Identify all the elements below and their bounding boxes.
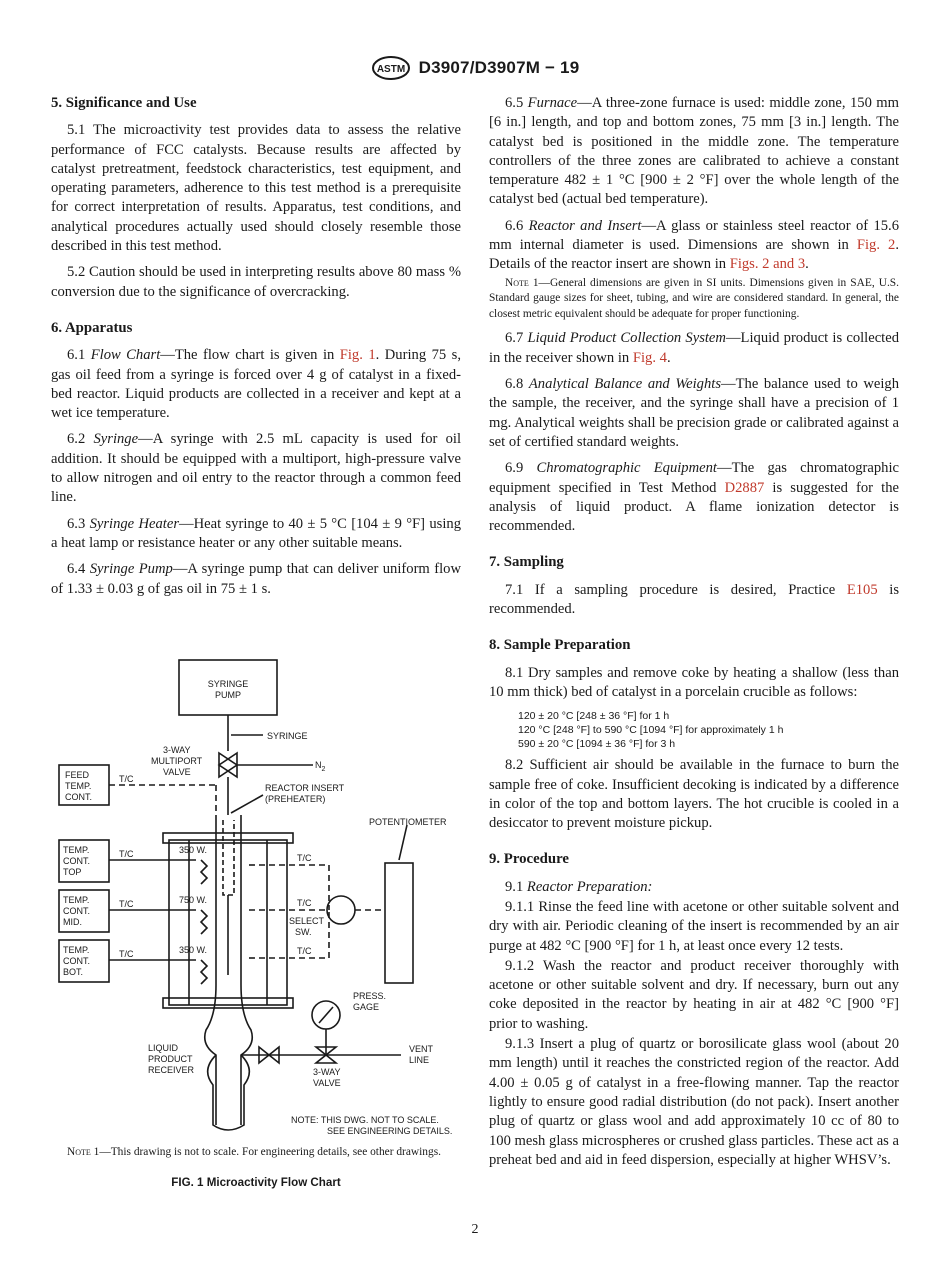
fig-2-link[interactable]: Fig. 2 [856, 237, 896, 254]
heating-step-2: 120 °C [248 °F] to 590 °C [1094 °F] for approximately 1 h [518, 724, 784, 737]
liquid-product-receiver [208, 1055, 250, 1130]
label-syringe-pump-2: PUMP [214, 690, 242, 700]
label-bot-1: TEMP. [63, 945, 90, 955]
heating-step-3: 590 ± 20 °C [1094 ± 36 °F] for 3 h [518, 738, 676, 751]
multiport-valve-icon [219, 753, 237, 777]
paragraph-6-7: 6.7 Liquid Product Collection System—Liquid product is collected in the receiver shown in Fig. 4. [489, 330, 900, 366]
label-mid-2: CONT. [63, 906, 90, 916]
label-tc-feed: T/C [119, 774, 134, 784]
e105-link[interactable]: E105 [846, 581, 878, 598]
section-7-heading: 7. Sampling [489, 554, 564, 571]
label-note-1: NOTE: THIS DWG. NOT TO SCALE. [291, 1115, 439, 1125]
astm-logo-icon [371, 56, 411, 80]
potentiometer-box [385, 863, 413, 983]
label-press-2: GAGE [353, 1002, 380, 1012]
paragraph-5-2: 5.2 Caution should be used in interpreting results above 80 mass % conversion due to the significance of overcracking. [51, 264, 461, 300]
label-feed-3: CONT. [65, 792, 92, 802]
paragraph-6-1: 6.1 Flow Chart—The flow chart is given in Fig. 1. During 75 s, gas oil feed from a syringe is forced over 4 g of catalyst in a fixed-bed reactor. Liquid products are collected in a receiver and kept at a wet ice temperature. [51, 347, 461, 422]
label-tc-right-bot: T/C [297, 946, 312, 956]
label-mid-1: TEMP. [63, 895, 90, 905]
label-valve-2: MULTIPORT [151, 756, 203, 766]
paragraph-6-6: 6.6 Reactor and Insert—A glass or stainless steel reactor of 15.6 mm internal diameter is used. Dimensions are shown in Fig. 2. Details of the reactor insert are shown in Figs. 2 and 3. [489, 217, 900, 273]
paragraph-9-1-2: 9.1.2 Wash the reactor and product receiver thoroughly with acetone or other suitable solvent and dry. If necessary, burn out any coke deposited in the reactor by heating in air at 482 °C [900 °F] prior to washing. [489, 957, 899, 1032]
select-switch-icon [327, 896, 355, 924]
heating-step-1: 120 ± 20 °C [248 ± 36 °F] for 1 h [518, 710, 670, 723]
paragraph-6-2: 6.2 Syringe—A syringe with 2.5 mL capacity is used for oil addition. It should be equipped with a multiport, high-pressure valve to allow nitrogen and oil entry to the reactor through a common feed line. [51, 431, 461, 506]
label-top-2: CONT. [63, 856, 90, 866]
paragraph-6-4: 6.4 Syringe Pump—A syringe pump that can deliver uniform flow of 1.33 ± 0.03 g of gas oil in 75 ± 1 s. [51, 561, 461, 597]
svg-text:ASTM: ASTM [376, 64, 405, 75]
label-valve3b-2: VALVE [313, 1078, 341, 1088]
label-mid-3: MID. [63, 917, 82, 927]
paragraph-8-2: 8.2 Sufficient air should be available in the furnace to burn the sample free of coke. Insufficient decoking is indicated by a difference in color of the top and bottom layers. The hot crucible is cooled in a desiccator to prevent moisture pickup. [489, 757, 899, 832]
label-top-1: TEMP. [63, 845, 90, 855]
paragraph-8-1: 8.1 Dry samples and remove coke by heating a shallow (less than 10 mm thick) bed of catalyst in a porcelain crucible as follows: [489, 664, 899, 700]
label-select-1: SELECT [289, 916, 325, 926]
heating-schedule [518, 709, 899, 751]
label-top-3: TOP [63, 867, 82, 877]
label-potentiometer: POTENTIOMETER [369, 817, 447, 827]
section-6-heading: 6. Apparatus [51, 319, 133, 336]
label-valve-3: VALVE [163, 767, 191, 777]
label-tc-bot: T/C [119, 949, 134, 959]
label-tc-top: T/C [119, 849, 134, 859]
page-header [0, 56, 950, 80]
label-valve3b-1: 3-WAY [313, 1067, 341, 1077]
label-press-1: PRESS. [353, 991, 387, 1001]
paragraph-5-1: 5.1 The microactivity test provides data to assess the relative performance of FCC catalysts. Because results are affected by catalyst pretreatment, feedstock characteristics, test equipment, and operating parameters, adherence to this test method is a prerequisite for correct interpretation of results. Apparatus, test conditions, and analytical procedures actually used should closely resemble those described in this test method. [51, 122, 461, 255]
page-number: 2 [471, 1222, 479, 1237]
d2887-link[interactable]: D2887 [724, 479, 765, 496]
figs-2-3-link[interactable]: Figs. 2 and 3 [729, 256, 806, 273]
paragraph-9-1-1: 9.1.1 Rinse the feed line with acetone or other suitable solvent and dry with air. Periodic cleaning of the insert is recommended by an air purge at 482 °C [900 °F] for 1 h, at least once every 12 tests. [489, 898, 899, 954]
label-syringe: SYRINGE [267, 731, 308, 741]
label-tc-right-top: T/C [297, 853, 312, 863]
paragraph-6-8: 6.8 Analytical Balance and Weights—The balance used to weigh the sample, the receiver, and the syringe shall have a precision of 1 mg. Analytical weights shall be precision grade or calibrated against a set of certified standard weights. [489, 376, 900, 450]
microactivity-flow-diagram [51, 655, 463, 1143]
section-9-heading: 9. Procedure [489, 851, 569, 868]
right-column [489, 94, 899, 1171]
paragraph-6-3: 6.3 Syringe Heater—Heat syringe to 40 ± 5 °C [104 ± 9 °F] using a heat lamp or resistance heater or any other suitable means. [51, 515, 461, 551]
section-5-heading: 5. Significance and Use [51, 95, 197, 111]
fig-1-link[interactable]: Fig. 1 [339, 347, 376, 364]
figure-caption: FIG. 1 Microactivity Flow Chart [171, 1176, 341, 1189]
label-liquid-2: PRODUCT [148, 1054, 193, 1064]
label-syringe-pump-1: SYRINGE [207, 679, 249, 689]
label-insert-2: (PREHEATER) [265, 794, 326, 804]
left-column [51, 94, 461, 606]
label-tc-mid: T/C [119, 899, 134, 909]
label-liquid-3: RECEIVER [148, 1065, 195, 1075]
fig-4-link[interactable]: Fig. 4 [632, 349, 667, 366]
paragraph-9-1: 9.1 Reactor Preparation: [505, 878, 653, 895]
label-n2: $N_2$ [315, 760, 326, 773]
label-feed-2: TEMP. [65, 781, 92, 791]
label-tc-right-mid: T/C [297, 898, 312, 908]
label-bot-3: BOT. [63, 967, 84, 977]
label-note-2: SEE ENGINEERING DETAILS. [327, 1126, 453, 1136]
label-350w-bot: 350 W. [179, 945, 208, 955]
label-insert-1: REACTOR INSERT [265, 783, 345, 793]
label-bot-2: CONT. [63, 956, 90, 966]
paragraph-6-5: 6.5 Furnace—A three-zone furnace is used: middle zone, 150 mm [6 in.] length, and top and bottom zones, 75 mm [3 in.] length. The catalyst bed is positioned in the middle zone. The temperature controllers of the three zones are calibrated to achieve a constant temperature 482 ± 1 °C [900 ± 2 °F] over the whole length of the catalyst bed (actual bed temperature). [489, 95, 899, 208]
label-liquid-1: LIQUID [148, 1043, 179, 1053]
label-valve-1: 3-WAY [163, 745, 191, 755]
label-vent-2: LINE [409, 1055, 430, 1065]
paragraph-9-1-3: 9.1.3 Insert a plug of quartz or borosilicate glass wool (about 20 mm length) until it reaches the constricted region of the reactor. Add 4.00 ± 0.05 g of catalyst in a free-flowing manner. Tap the reactor lightly to ensure good radial distribution (do not pack). Insert another plug of quartz or glass wool and add approximately 10 cc of 80 to 100 mesh glass microspheres or crushed glass particles. These act as a preheat bed and aid in feed dispersion, especially at higher WHSV’s. [489, 1036, 899, 1168]
flow-chart-figure [51, 655, 463, 1143]
figure-note: Note 1—This drawing is not to scale. For engineering details, see other drawings. [67, 1146, 441, 1158]
label-vent-1: VENT [409, 1044, 434, 1054]
diagram-labels [63, 679, 452, 1136]
paragraph-6-9: 6.9 Chromatographic Equipment—The gas chromatographic equipment specified in Test Method D2887 is suggested for the analysis of liquid product. A flame ionization detector is recommended. [489, 460, 899, 535]
note-1: Note 1—General dimensions are given in SI units. Dimensions given in SAE, U.S. Standard gauge sizes for sheet, tubing, and wire are considered standard. In general, the closest metric equivalent should be adequate for proper functioning. [489, 276, 899, 320]
label-select-2: SW. [295, 927, 312, 937]
label-feed-1: FEED [65, 770, 90, 780]
section-8-heading: 8. Sample Preparation [489, 637, 631, 654]
paragraph-7-1: 7.1 If a sampling procedure is desired, Practice E105 is recommended. [489, 581, 900, 618]
label-750w: 750 W. [179, 895, 208, 905]
label-350w-top: 350 W. [179, 845, 208, 855]
standard-designation: D3907/D3907M − 19 [418, 58, 580, 77]
